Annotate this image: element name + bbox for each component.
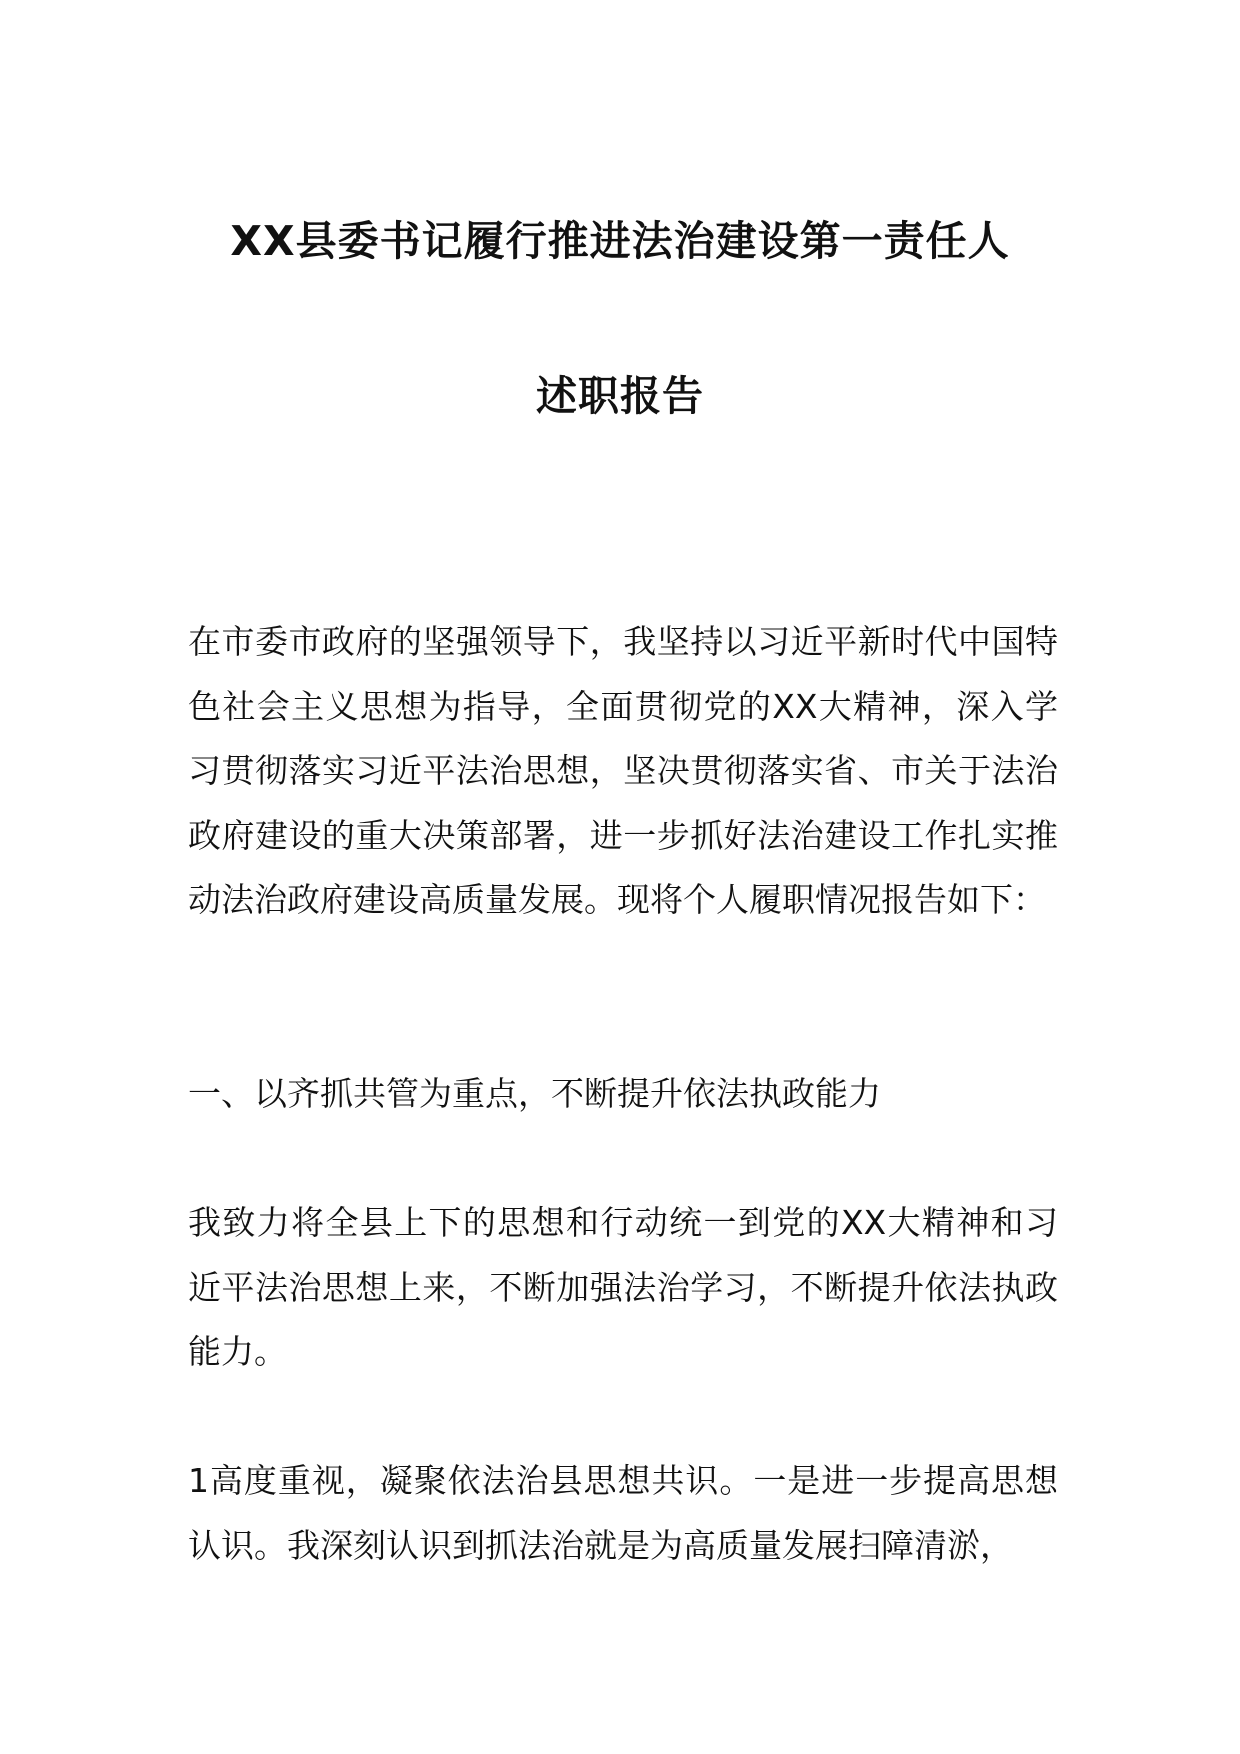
document-title-line-1: XX县委书记履行推进法治建设第一责任人 xyxy=(230,217,1010,265)
section-1-paragraph: 我致力将全县上下的思想和行动统一到党的XX大精神和习近平法治思想上来，不断加强法治学习，不断提升依法执政能力。 xyxy=(188,1203,1058,1371)
section-1-item-1-paragraph: 1高度重视，凝聚依法治县思想共识。一是进一步提高思想认识。我深刻认识到抓法治就是为高质量发展扫障清淤， xyxy=(188,1461,1058,1565)
document-title-line-2: 述职报告 xyxy=(536,372,704,420)
section-heading-1: 一、以齐抓共管为重点，不断提升依法执政能力 xyxy=(188,1074,881,1113)
intro-paragraph: 在市委市政府的坚强领导下，我坚持以习近平新时代中国特色社会主义思想为指导，全面贯彻党的XX大精神，深入学习贯彻落实习近平法治思想，坚决贯彻落实省、市关于法治政府建设的重大决策部署，进一步抓好法治建设工作扎实推动法治政府建设高质量发展。现将个人履职情况报告如下： xyxy=(188,622,1058,919)
